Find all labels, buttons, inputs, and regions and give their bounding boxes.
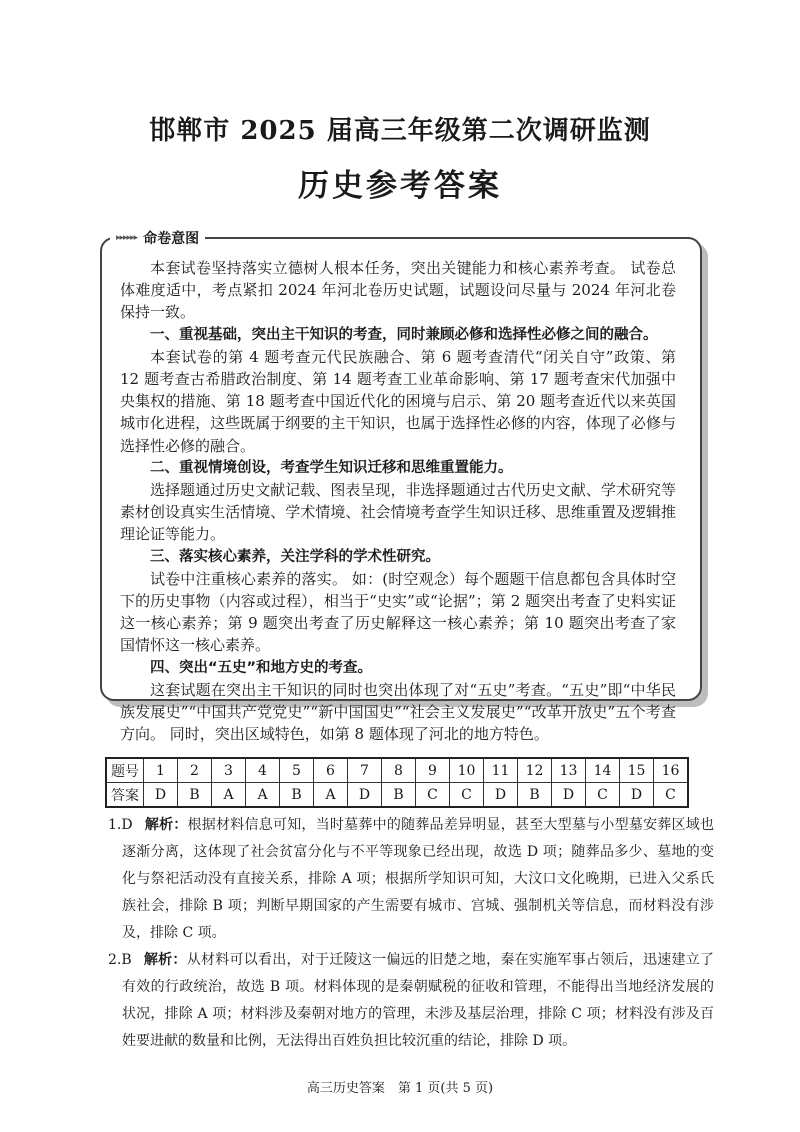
answer-cell: D (552, 783, 586, 808)
question-number: 1 (144, 758, 178, 783)
section-heading: 一、重视基础，突出主干知识的考查，同时兼顾必修和选择性必修之间的融合。 (150, 326, 658, 343)
answer-cell: A (246, 783, 280, 808)
document-subtitle: 历史参考答案 (298, 168, 502, 204)
answer-id: 1.D (108, 817, 133, 833)
question-number: 4 (246, 758, 280, 783)
answer-id: 2.B (108, 952, 132, 968)
document-title: 邯郸市 2025 届高三年级第二次调研监测 (149, 116, 651, 146)
answer-cell: B (280, 783, 314, 808)
section-heading: 四、突出“五史”和地方史的考查。 (150, 659, 373, 676)
question-number: 13 (552, 758, 586, 783)
answer-cell: B (178, 783, 212, 808)
intent-box-header (110, 228, 205, 248)
question-number: 14 (586, 758, 620, 783)
explanation-item (108, 812, 714, 947)
answer-cell: B (382, 783, 416, 808)
section-heading: 二、重视情境创设，考查学生知识迁移和思维重置能力。 (150, 459, 513, 476)
question-number: 2 (178, 758, 212, 783)
question-number: 7 (348, 758, 382, 783)
arrow-decoration-icon: ▸▸▸▸▸▸ (116, 233, 138, 243)
question-number: 11 (484, 758, 518, 783)
question-number: 6 (314, 758, 348, 783)
analysis-text: 根据材料信息可知，当时墓葬中的随葬品差异明显，甚至大型墓与小型墓安葬区域也逐渐分离，这体现了社会贫富分化与不平等现象已经出现，故选 D 项；随葬品多少、墓地的变化与祭祀活动没有直接关系，排除 A 项；根据所学知识可知，大汶口文化晚期，已进入父系氏族社会，排除 B 项；判断早期国家的产生需要有城市、宫城、强制机关等信息，而材料没有涉及，排除 C 项。 (122, 817, 715, 941)
question-number: 9 (416, 758, 450, 783)
analysis-label: 解析： (143, 952, 187, 968)
paragraph: 本套试卷的第 4 题考查元代民族融合、第 6 题考查清代“闭关自守”政策、第 12 题考查古希腊政治制度、第 14 题考查工业革命影响、第 17 题考查宋代加强中央集权的措施、第 18 题考查中国近代化的困境与启示、第 20 题考查近代以来英国城市化进程，这些既属于纲要的主干知识，也属于选择性必修的内容，体现了必修与选择性必修的融合。 (120, 347, 676, 455)
paragraph: 本套试卷坚持落实立德树人根本任务，突出关键能力和核心素养考查。 试卷总体难度适中，考点紧扣 2024 年河北卷历史试题，试题设问尽量与 2024 年河北卷保持一致。 (120, 259, 676, 322)
answer-table (105, 757, 689, 808)
row-label: 答案 (106, 783, 144, 808)
paragraph: 这套试题在突出主干知识的同时也突出体现了对“五史”考查。“五史”即“中华民族发展史”“中国共产党党史”“新中国国史”“社会主义发展史”“改革开放史”五个考查方向。 同时，突出区域特色，如第 8 题体现了河北的地方特色。 (120, 680, 676, 744)
intent-box-label: 命卷意图 (143, 231, 200, 247)
question-number: 5 (280, 758, 314, 783)
question-number: 12 (518, 758, 552, 783)
question-number: 8 (382, 758, 416, 783)
intent-box-body (120, 257, 676, 745)
page-footer: 高三历史答案 第 1 页(共 5 页) (306, 1081, 494, 1096)
paragraph: 选择题通过历史文献记载、图表呈现，非选择题通过古代历史文献、学术研究等素材创设真实生活情境、学术情境、社会情境考查学生知识迁移、思维重置及逻辑推理论证等能力。 (120, 481, 676, 544)
explanations (108, 812, 714, 1055)
question-number: 10 (450, 758, 484, 783)
analysis-text: 从材料可以看出，对于迁陵这一偏远的旧楚之地，秦在实施军事占领后，迅速建立了有效的行政统治，故选 B 项。材料体现的是秦朝赋税的征收和管理，不能得出当地经济发展的状况，排除 A 项；材料涉及秦朝对地方的管理，未涉及基层治理，排除 C 项；材料没有涉及百姓要进献的数量和比例，无法得出百姓负担比较沉重的结论，排除 D 项。 (122, 952, 715, 1049)
answer-cell: C (416, 783, 450, 808)
paragraph: 试卷中注重核心素养的落实。 如：(时空观念）每个题题干信息都包含具体时空下的历史事物（内容或过程），相当于“史实”或“论据”；第 2 题突出考查了史料实证这一核心素养；第 9 题突出考查了历史解释这一核心素养；第 10 题突出考查了家国情怀这一核心素养。 (120, 569, 676, 655)
analysis-label: 解析： (144, 817, 188, 833)
answer-cell: D (144, 783, 178, 808)
answer-cell: A (314, 783, 348, 808)
row-label: 题号 (106, 758, 144, 783)
answer-cell: B (518, 783, 552, 808)
question-number: 16 (654, 758, 689, 783)
answer-cell: D (484, 783, 518, 808)
answer-cell: C (586, 783, 620, 808)
answer-cell: C (450, 783, 484, 808)
answer-cell: D (620, 783, 654, 808)
table-row-answers (106, 783, 688, 808)
answer-cell: A (212, 783, 246, 808)
section-heading: 三、落实核心素养，关注学科的学术性研究。 (150, 548, 440, 565)
question-number: 15 (620, 758, 654, 783)
answer-cell: D (348, 783, 382, 808)
answer-cell: C (654, 783, 689, 808)
explanation-item (108, 947, 714, 1055)
table-row-numbers (106, 758, 688, 783)
question-number: 3 (212, 758, 246, 783)
